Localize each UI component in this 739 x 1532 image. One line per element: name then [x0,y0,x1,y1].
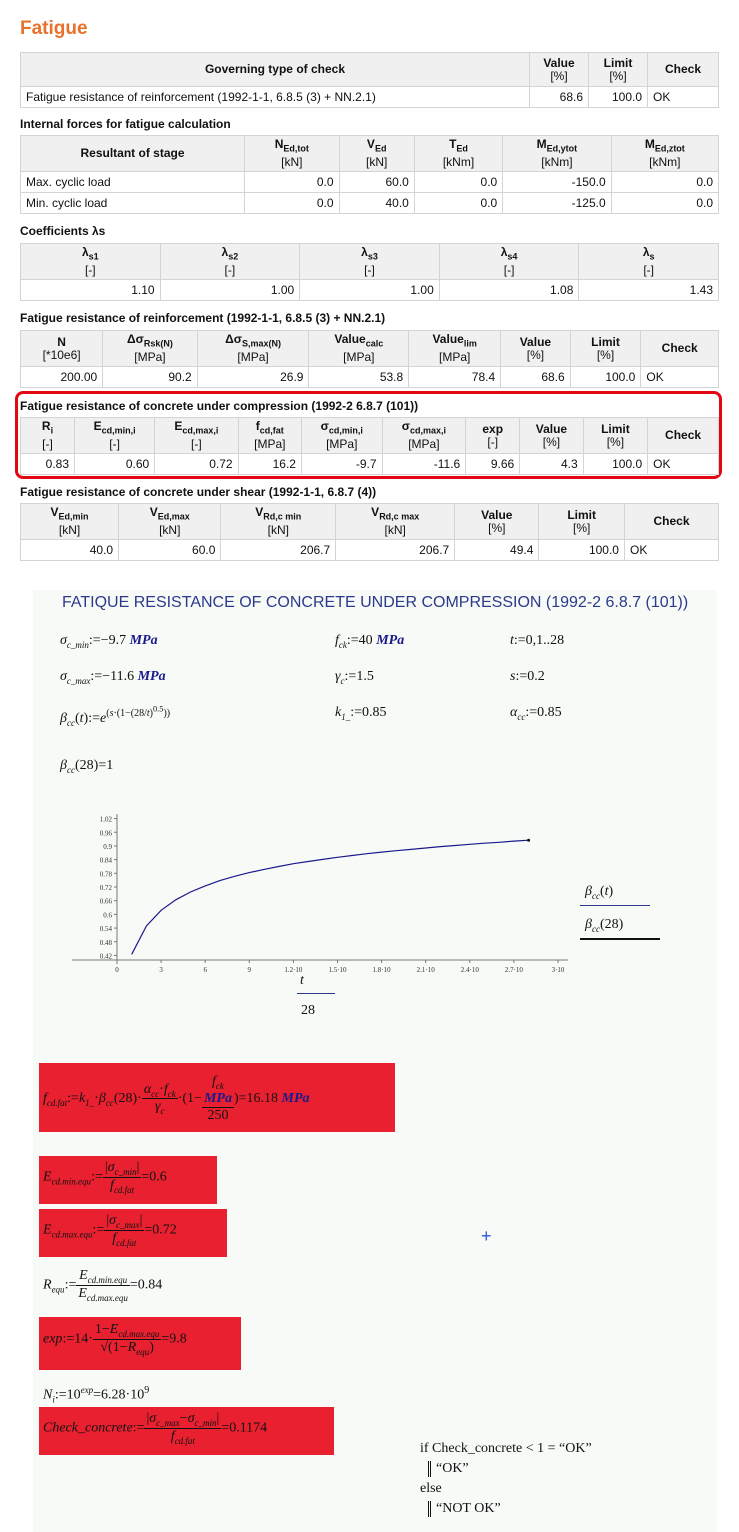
beta-cc-28: $\beta_{cc}(28)=1$ [60,758,114,775]
col-ecdmin: $E_{cd,min,i}$ [-] [75,418,155,454]
x-tick-label: 1.2·10 [284,966,303,974]
table-row: Min. cyclic load 0.0 40.0 0.0 -125.0 0.0 [21,193,719,214]
requ-formula: $R_{equ}:=$ $\frac{E_{cd.min.equ}}{E_{cd.max.equ}}$ =0.84 [43,1268,163,1303]
if-notok: “NOT OK” [428,1501,501,1517]
legend-rule [580,905,650,906]
col-vallim: Value$_{lim}$ [MPa] [409,331,501,367]
col-check: Check [641,331,719,367]
x-tick-label: 2.4·10 [460,966,479,974]
exp-formula: exp:=14· $\frac{1-E_{cd.max.equ}}{√(1-R_{equ})}$ =9.8 [43,1322,187,1357]
col-ls: $\lambda_s$ [-] [579,244,719,280]
col-check: Check [624,504,718,540]
s-def: s:=0.2 [510,669,545,684]
col-ls2: $\lambda_{s2}$ [-] [160,244,300,280]
col-scdmax: $\sigma_{cd,max,i}$ [MPa] [382,418,466,454]
beta-cc-series-line [132,840,529,954]
col-value: Value [%] [455,504,539,540]
col-stage: Resultant of stage [21,136,245,172]
emin-formula: $E_{cd.min.equ}:=$ $\frac{|\sigma_{c\_min}|}{f_{cd.fat}}$ =0.6 [43,1160,167,1195]
alpha-cc-def: $\alpha_{cc}:=0.85$ [510,705,562,722]
fck-def: $f_{ck}:=40$ MPa [335,633,405,650]
col-ri: $R_i$ [-] [21,418,75,454]
col-n: N [*10e6] [21,331,103,367]
plot-legend-bottom: $\beta_{cc}(28)$ [585,917,624,934]
col-limit: Limit [%] [570,331,641,367]
col-fcdfat: $f_{cd,fat}$ [MPa] [238,418,301,454]
y-tick-label: 0.96 [99,829,112,838]
emax-formula: $E_{cd.max.equ}:=$ $\frac{|\sigma_{c\_max}|}{f_{cd.fat}}$ =0.72 [43,1213,177,1248]
y-tick-label: 0.48 [99,938,112,947]
beta-cc-plot [70,808,590,978]
col-dsrsk: $\Delta\sigma_{Rsk(N)}$ [MPa] [103,331,198,367]
conc-caption: Fatigue resistance of concrete under compression (1992-2 6.8.7 (101)) [20,399,419,413]
table-row: 40.0 60.0 206.7 206.7 49.4 100.0 OK [21,540,719,561]
check-formula: Check_concrete:= $\frac{|\sigma_{c\_max}-\sigma_{c\_min}|}{f_{cd.fat}}$ =0.1174 [43,1411,268,1446]
page-title: Fatigue [20,18,88,39]
y-tick-label: 1.02 [99,815,112,824]
y-tick-label: 0.9 [103,842,112,851]
x-tick-label: 1.8·10 [372,966,391,974]
coeff-caption: Coefficients λs [20,224,106,238]
worksheet-title: FATIQUE RESISTANCE OF CONCRETE UNDER COMPRESSION (1992-2 6.8.7 (101)) [62,594,689,611]
x-tick-label: 0 [115,966,119,974]
col-limit: Limit [%] [589,53,648,87]
col-vedmax: $V_{Ed,max}$ [kN] [119,504,221,540]
internal-table [20,135,719,214]
col-governing: Governing type of check [21,53,530,87]
sigma-max-def: $\sigma_{c\_max}:=-11.6$ MPa [60,669,166,686]
table-row: Max. cyclic load 0.0 60.0 0.0 -150.0 0.0 [21,172,719,193]
reinf-caption: Fatigue resistance of reinforcement (1992-1-1, 6.8.5 (3) + NN.2.1) [20,311,386,325]
y-tick-label: 0.78 [99,870,112,879]
table-row: 1.10 1.00 1.00 1.08 1.43 [21,280,719,301]
plot-xlabel-rule [297,993,335,994]
col-medy: $M_{Ed,ytot}$ [kNm] [503,136,611,172]
col-scdmin: $\sigma_{cd,min,i}$ [MPa] [301,418,382,454]
table-row: Fatigue resistance of reinforcement (1992-1-1, 6.8.5 (3) + NN.2.1) 68.6 100.0 OK [21,87,719,108]
col-exp: exp [-] [466,418,520,454]
legend-rule-2 [580,938,660,940]
governing-table [20,52,719,108]
shear-caption: Fatigue resistance of concrete under shear (1992-1-1, 6.8.7 (4)) [20,485,377,499]
x-tick-label: 9 [247,966,252,974]
col-dss: $\Delta\sigma_{S,max(N)}$ [MPa] [197,331,309,367]
col-value: Value [%] [520,418,583,454]
plot-legend-top: $\beta_{cc}(t)$ [585,884,614,901]
col-ted: $T_{Ed}$ [kNm] [414,136,502,172]
else-line: else [420,1481,442,1496]
y-tick-label: 0.84 [99,856,112,865]
col-limit: Limit [%] [583,418,647,454]
col-limit: Limit [%] [539,504,625,540]
col-ls3: $\lambda_{s3}$ [-] [300,244,440,280]
col-ecdmax: $E_{cd,max,i}$ [-] [155,418,238,454]
y-tick-label: 0.72 [99,884,112,892]
reinf-table [20,330,719,388]
x-tick-label: 2.7·10 [504,966,523,974]
col-medz: $M_{Ed,ztot}$ [kNm] [611,136,718,172]
y-tick-label: 0.6 [103,911,112,920]
col-check: Check [648,418,719,454]
plot-xlabel-bottom: 28 [301,1003,315,1018]
k1-def: $k_{1\_}:=0.85$ [335,705,387,722]
t-range-def: t:=0,1..28 [510,633,565,648]
coeff-table [20,243,719,301]
x-tick-label: 3·10 [551,966,565,974]
y-tick-label: 0.42 [99,952,112,961]
ni-formula: $N_i:=10^{exp}=6.28\cdot 10^9$ [43,1385,150,1405]
col-vrdcmin: $V_{Rd,c min}$ [kN] [221,504,336,540]
table-row: 200.00 90.2 26.9 53.8 78.4 68.6 100.0 OK [21,367,719,388]
col-ved: $V_{Ed}$ [kN] [339,136,414,172]
sigma-min-def: $\sigma_{c\_min}:=-9.7$ MPa [60,633,158,650]
col-vrdcmax: $V_{Rd,c max}$ [kN] [336,504,455,540]
x-tick-label: 3 [159,966,163,974]
col-ned: $N_{Ed,tot}$ [kN] [245,136,340,172]
col-valcalc: Value$_{calc}$ [MPa] [309,331,409,367]
shear-table [20,503,719,561]
internal-caption: Internal forces for fatigue calculation [20,117,231,131]
col-ls1: $\lambda_{s1}$ [-] [21,244,161,280]
table-row: 0.83 0.60 0.72 16.2 -9.7 -11.6 9.66 4.3 100.0 OK [21,454,719,475]
series-end-point [527,839,530,842]
col-value: Value [%] [530,53,589,87]
x-tick-label: 1.5·10 [328,966,347,974]
col-ls4: $\lambda_{s4}$ [-] [439,244,579,280]
if-line: if Check_concrete < 1 = “OK” [420,1441,592,1456]
y-tick-label: 0.66 [99,897,112,906]
add-region-icon[interactable]: + [481,1226,492,1246]
plot-xlabel-top: t [300,973,304,988]
gamma-c-def: $\gamma_c:=1.5$ [335,669,374,686]
conc-table [20,417,719,475]
beta-cc-def: $\beta_{cc}(t):=e^{(s\cdot(1-(28/t)^{0.5}))}$ [60,705,171,728]
x-tick-label: 2.1·10 [416,966,435,974]
col-vedmin: $V_{Ed,min}$ [kN] [21,504,119,540]
x-tick-label: 6 [203,966,207,974]
if-ok: “OK” [428,1461,469,1477]
col-value: Value [%] [501,331,571,367]
fcd-fat-formula: $f_{cd.fat}:=k_{1\_}\cdot\beta_{cc}(28)\cdot$ $\frac{\alpha_{cc}\cdot f_{ck}}{\gamma_c}$ ·(1− $f_{ck}$ MPa 250 )=16.18 MPa [43,1074,310,1123]
y-tick-label: 0.54 [99,925,112,934]
col-check: Check [648,53,719,87]
